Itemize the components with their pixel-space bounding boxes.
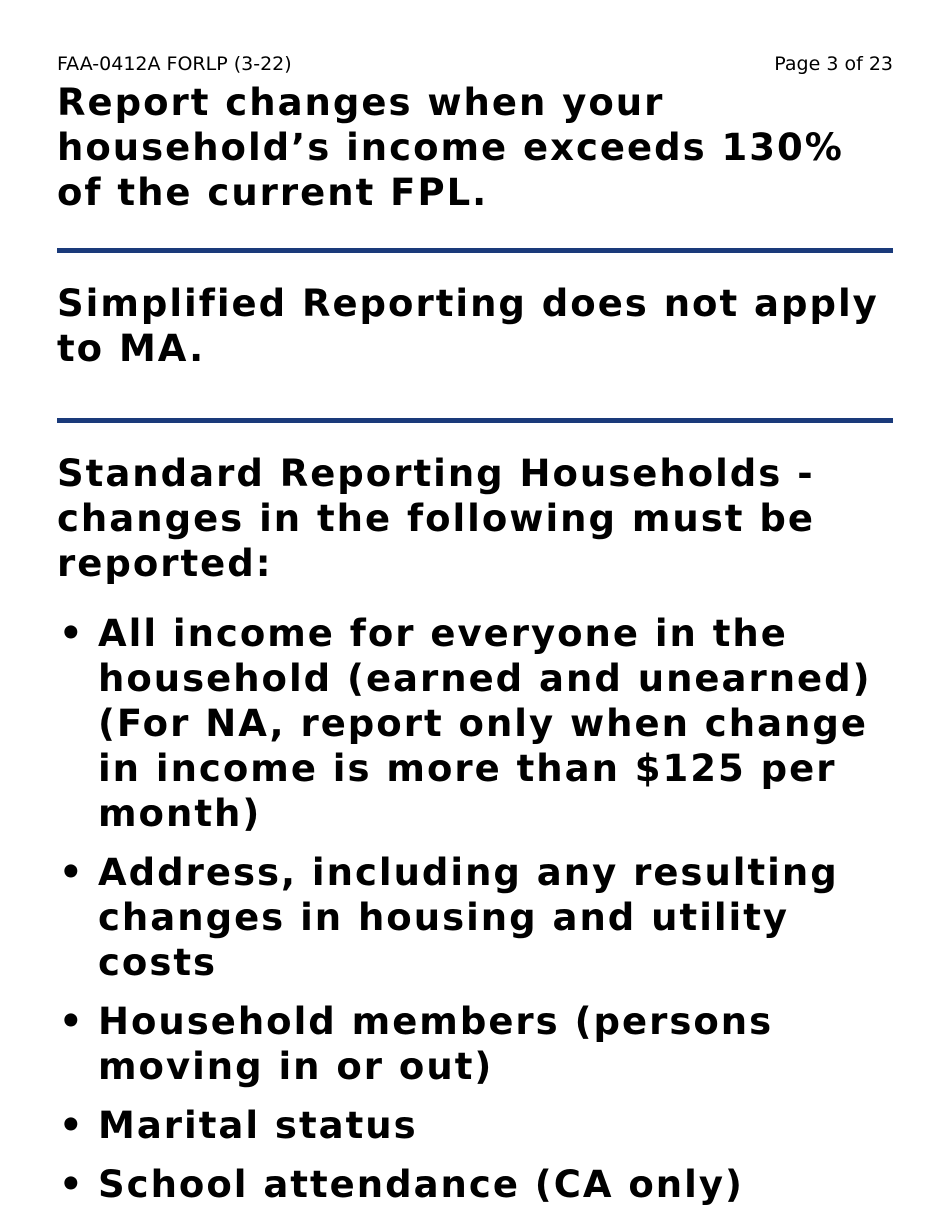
list-item <box>57 850 893 985</box>
list-item <box>57 611 893 836</box>
ma-heading: Simplified Reporting does not apply to MA. <box>57 282 879 370</box>
list-item <box>57 1103 893 1148</box>
bullet-icon: • <box>59 851 85 894</box>
page-number: Page 3 of 23 <box>774 53 893 75</box>
section-divider <box>57 418 893 423</box>
bullet-icon: • <box>59 612 85 655</box>
bullet-icon: • <box>59 1163 85 1206</box>
bullet-icon: • <box>59 1104 85 1147</box>
section-divider <box>57 248 893 253</box>
list-item-text: Address, including any resulting changes in housing and utility costs <box>98 851 839 984</box>
list-item-text: All income for everyone in the household (earned and unearned) (For NA, report only when change in income is more than $125 per month) <box>98 612 872 835</box>
form-id: FAA-0412A FORLP (3-22) <box>57 53 292 75</box>
document-body <box>57 80 893 1221</box>
standard-reporting-heading: Standard Reporting Households - changes in the following must be reported: <box>57 452 815 585</box>
simplified-reporting-heading: Report changes when your household’s income exceeds 130% of the current FPL. <box>57 81 844 214</box>
bullet-icon: • <box>59 1000 85 1043</box>
reportable-changes-list <box>57 611 893 1207</box>
list-item-text: Household members (persons moving in or out) <box>98 1000 774 1088</box>
list-item <box>57 1162 893 1207</box>
list-item-text: Marital status <box>98 1104 418 1147</box>
list-item <box>57 999 893 1089</box>
list-item-text: School attendance (CA only) <box>98 1163 744 1206</box>
page-header <box>57 52 893 76</box>
